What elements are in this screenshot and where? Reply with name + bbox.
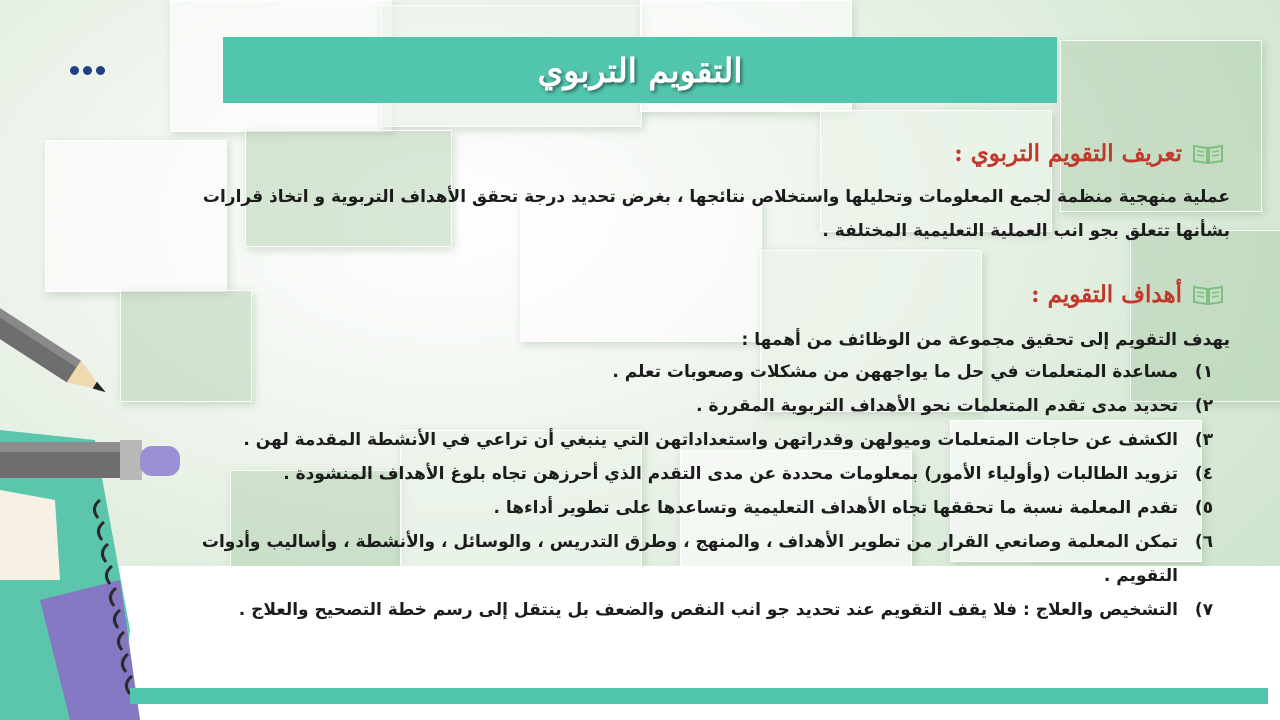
list-item: [180, 389, 1230, 423]
bottom-accent-bar: [130, 688, 1268, 704]
list-item: [180, 593, 1230, 627]
list-item-text: مساعدة المتعلمات في حل ما يواجههن من مشكلات وصعوبات تعلم .: [612, 362, 1178, 382]
goals-intro: يهدف التقويم إلى تحقيق مجموعة من الوظائف من أهمها :: [741, 330, 1230, 350]
list-item-number: ٧): [1194, 600, 1214, 620]
list-item-text: تحديد مدى تقدم المتعلمات نحو الأهداف التربوية المقررة .: [696, 396, 1178, 416]
list-item: [180, 423, 1230, 457]
list-item: [180, 457, 1230, 491]
dot: [96, 66, 105, 75]
definition-body: عملية منهجية منظمة لجمع المعلومات وتحليلها واستخلاص نتائجها ، بغرض تحديد درجة تحقق الأهداف التربوية و اتخاذ قرارات بشأنها تتعلق بجو انب العملية التعليمية المختلفة .: [202, 187, 1230, 241]
list-item: [180, 491, 1230, 525]
list-item-number: ٤): [1194, 464, 1214, 484]
list-item: [180, 355, 1230, 389]
list-item-text: التشخيص والعلاج : فلا يقف التقويم عند تحديد جو انب النقص والضعف بل ينتقل إلى رسم خطة التصحيح والعلاج .: [238, 600, 1178, 620]
list-item: [180, 525, 1230, 593]
dot: [83, 66, 92, 75]
list-item-number: ٢): [1194, 396, 1214, 416]
goals-list: [180, 355, 1230, 627]
slide-title: التقويم التربوي: [537, 50, 743, 90]
definition-heading: [954, 140, 1224, 167]
list-item-text: تقدم المعلمة نسبة ما تحققها تجاه الأهداف التعليمية وتساعدها على تطوير أداءها .: [493, 498, 1178, 518]
title-bar: [223, 37, 1057, 103]
definition-heading-text: تعريف التقويم التربوي :: [954, 140, 1182, 167]
goals-heading: [1031, 281, 1224, 308]
open-book-icon: [1192, 284, 1224, 306]
open-book-icon: [1192, 143, 1224, 165]
more-dots-icon[interactable]: [70, 66, 105, 75]
pencils-notebook-illustration: [0, 300, 200, 720]
list-item-text: تزويد الطالبات (وأولياء الأمور) بمعلومات محددة عن مدى التقدم الذي أحرزهن تجاه بلوغ الأهداف المنشودة .: [283, 464, 1178, 484]
dot: [70, 66, 79, 75]
list-item-text: تمكن المعلمة وصانعي القرار من تطوير الأهداف ، والمنهج ، وطرق التدريس ، والوسائل ، والأنشطة ، وأساليب وأدوات التقويم .: [201, 532, 1178, 586]
list-item-number: ٣): [1194, 430, 1214, 450]
list-item-number: ١): [1194, 362, 1214, 382]
list-item-number: ٥): [1194, 498, 1214, 518]
list-item-text: الكشف عن حاجات المتعلمات وميولهن وقدراتهن واستعداداتهن التي ينبغي أن تراعي في الأنشطة المقدمة لهن .: [243, 430, 1178, 450]
goals-heading-text: أهداف التقويم :: [1031, 281, 1182, 308]
list-item-number: ٦): [1194, 532, 1214, 552]
